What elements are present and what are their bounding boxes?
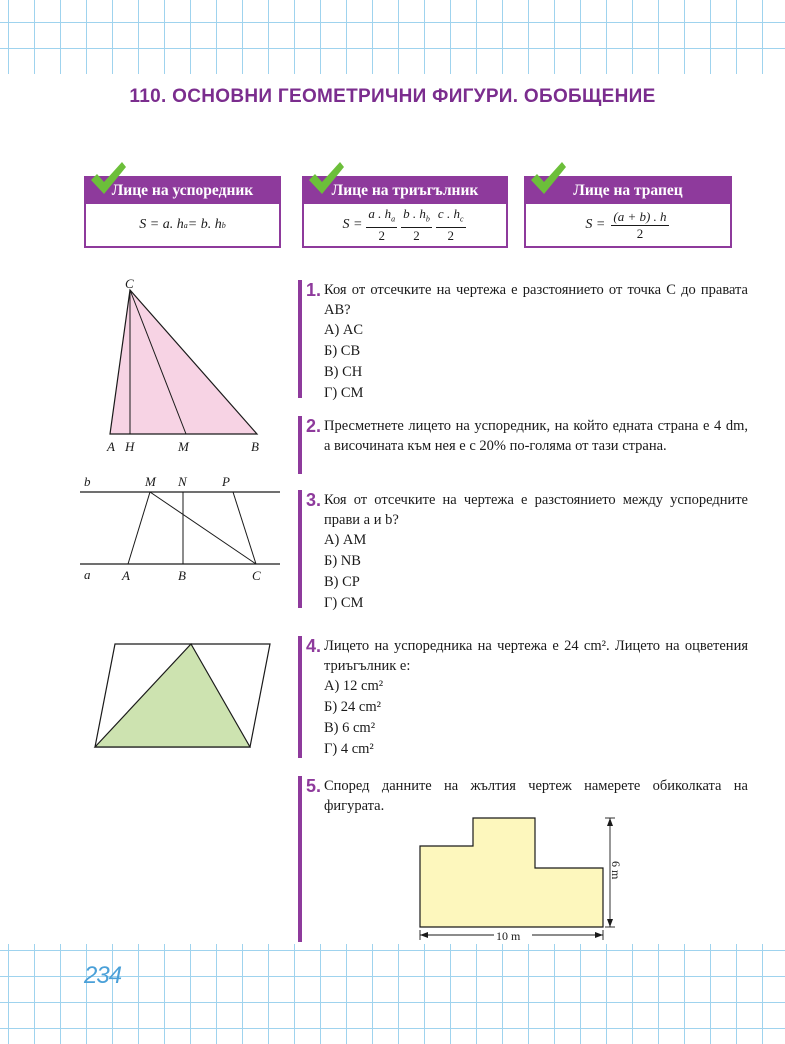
checkmark-icon <box>88 160 128 196</box>
option-a[interactable]: А) AM <box>324 532 367 548</box>
formula-triangle: S = $\frac{a . h_a}{2}$ $\frac{b . h_b}{2}$ $\frac{c . h_c}{2}$ <box>342 205 464 244</box>
label-a: A <box>122 568 130 583</box>
label-b: B <box>178 568 186 583</box>
label-a: A <box>107 439 115 454</box>
label-m: M <box>145 474 156 489</box>
question-text: Коя от отсечките на чертежа е разстоянието от точка C до правата AB? <box>324 282 748 318</box>
width-label: 10 m <box>496 929 521 943</box>
segment-cm <box>150 492 256 564</box>
triangle-figure <box>100 276 270 462</box>
formula-parallelogram: S = a. h a = b. h b <box>139 217 226 232</box>
formula-box-parallelogram <box>84 176 281 248</box>
grid-background-bottom <box>0 944 785 1044</box>
formula-box-trapezoid <box>524 176 732 248</box>
question-text: Пресметнете лицето на успоредник, на който едната страна е 4 dm, а височината към нея е с 20% по-голяма от тази страна. <box>324 418 748 454</box>
checkmark-icon <box>528 160 568 196</box>
page-number: 234 <box>84 962 122 989</box>
question-1 <box>298 280 748 401</box>
option-b[interactable]: Б) 24 cm² <box>324 699 381 715</box>
formula-trapezoid: S = $\frac{(a + b) . h}{2}$ <box>585 208 667 241</box>
label-a-line: a <box>84 567 91 582</box>
option-d[interactable]: Г) 4 cm² <box>324 741 374 757</box>
label-c: C <box>125 276 134 291</box>
segment-cp <box>233 492 256 564</box>
question-3 <box>298 490 748 611</box>
label-c: C <box>252 568 261 583</box>
parallelogram-figure <box>90 638 280 753</box>
label-n: N <box>178 474 187 489</box>
question-number: 3. <box>306 490 322 510</box>
question-text: Лицето на успоредника на чертежа е 24 cm². Лицето на оцветения триъгълник е: <box>324 638 748 674</box>
question-4 <box>298 636 748 758</box>
box-heading: Лице на трапец <box>526 178 730 204</box>
formula-box-triangle <box>302 176 508 248</box>
option-a[interactable]: А) 12 cm² <box>324 678 384 694</box>
triangle-abc <box>110 290 257 434</box>
question-text: Коя от отсечките на чертежа е разстоянието между успоредните прави a и b? <box>324 492 748 528</box>
option-a[interactable]: А) AC <box>324 322 364 338</box>
question-number: 5. <box>306 776 322 796</box>
label-b-line: b <box>84 474 91 489</box>
label-h: H <box>125 439 135 454</box>
option-d[interactable]: Г) CM <box>324 385 364 401</box>
question-number: 4. <box>306 636 322 656</box>
label-m: M <box>178 439 189 454</box>
question-number: 2. <box>306 416 322 436</box>
grid-background-top <box>0 0 785 74</box>
question-text: Според данните на жълтия чертеж намерете обиколката на фигурата. <box>324 778 748 814</box>
option-d[interactable]: Г) CM <box>324 595 364 611</box>
box-heading: Лице на успоредник <box>86 178 279 204</box>
option-b[interactable]: Б) NB <box>324 553 361 569</box>
option-c[interactable]: В) 6 cm² <box>324 720 376 736</box>
question-number: 1. <box>306 280 322 300</box>
parallel-lines-figure <box>80 472 285 586</box>
height-label: 6 m <box>609 861 623 880</box>
segment-am <box>128 492 150 564</box>
label-p: P <box>222 474 230 489</box>
option-c[interactable]: В) CH <box>324 364 363 380</box>
box-heading: Лице на триъгълник <box>304 178 506 204</box>
option-c[interactable]: В) CP <box>324 574 360 590</box>
option-b[interactable]: Б) CB <box>324 343 361 359</box>
label-b: B <box>251 439 259 454</box>
page-title: 110. ОСНОВНИ ГЕОМЕТРИЧНИ ФИГУРИ. ОБОБЩЕНИЕ <box>129 86 656 107</box>
checkmark-icon <box>306 160 346 196</box>
question-5 <box>298 776 748 942</box>
question-2 <box>298 416 748 474</box>
